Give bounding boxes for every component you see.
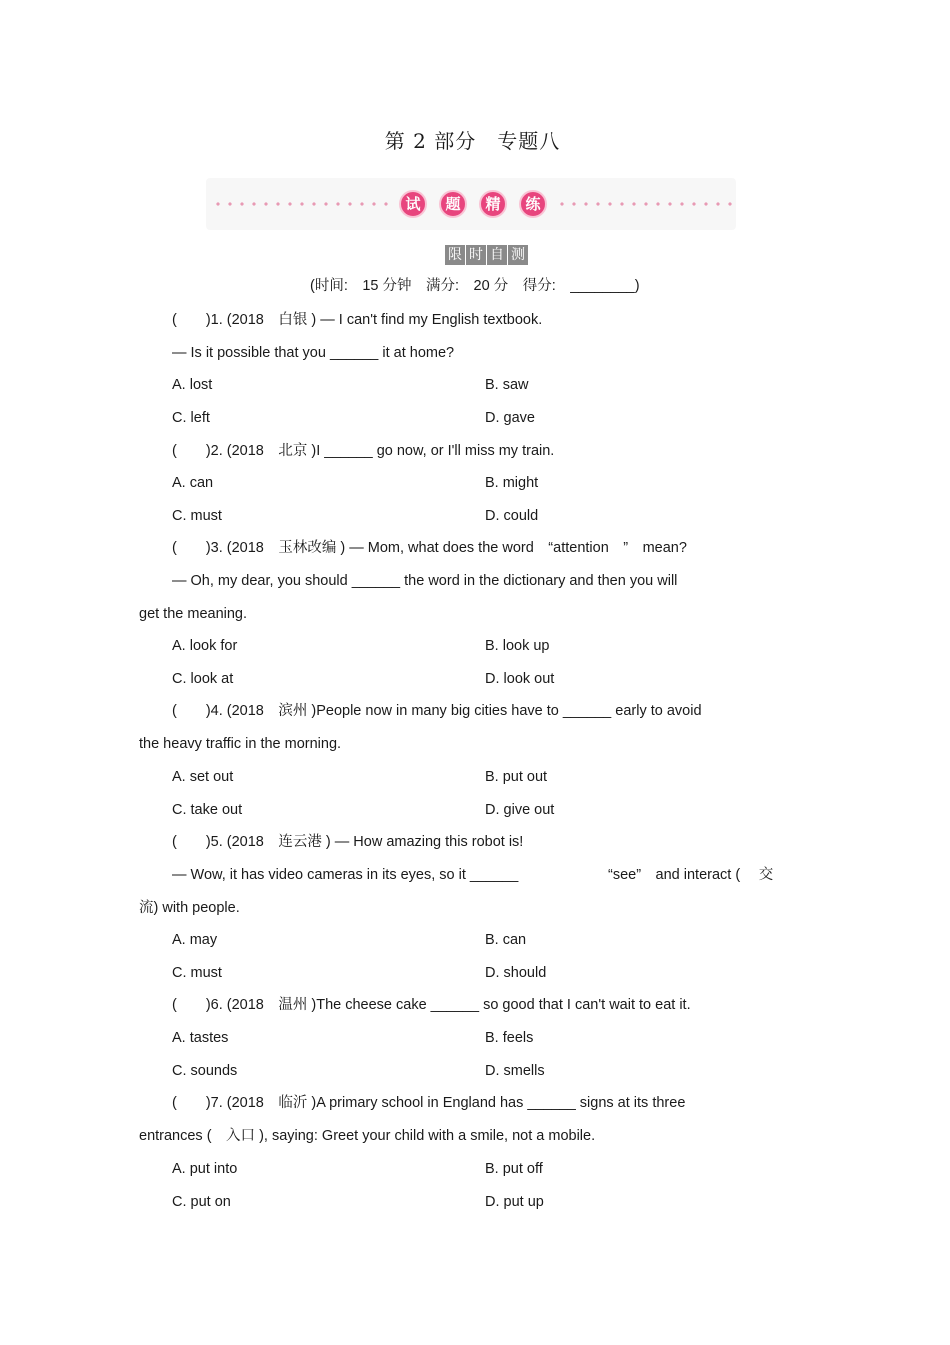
option-a: A. tastes	[172, 1030, 229, 1046]
option-c: C. take out	[172, 802, 243, 818]
question-5-line-2a: — Wow, it has video cameras in its eyes, so it ______	[172, 867, 519, 883]
question-1-line-2: — Is it possible that you ______ it at home?	[172, 345, 455, 361]
option-c: C. put on	[172, 1194, 231, 1210]
option-c: C. left	[172, 410, 210, 426]
option-c: C. must	[172, 508, 222, 524]
timed-char: 时	[466, 245, 486, 265]
question-6-stem: ( )6. (2018 温州 )The cheese cake ______ so good that I can't wait to eat it.	[172, 997, 691, 1013]
option-b: B. might	[485, 475, 539, 491]
question-7-stem: ( )7. (2018 临沂 )A primary school in England has ______ signs at its three	[172, 1095, 686, 1111]
option-b: B. put off	[485, 1161, 543, 1177]
question-5-line-3: 流) with people.	[139, 900, 240, 916]
option-d: D. put up	[485, 1194, 544, 1210]
question-2-stem: ( )2. (2018 北京 )I ______ go now, or I'll miss my train.	[172, 443, 555, 459]
option-d: D. should	[485, 965, 547, 981]
option-d: D. give out	[485, 802, 555, 818]
option-a: A. lost	[172, 377, 213, 393]
option-a: A. look for	[172, 638, 238, 654]
question-3-line-3: get the meaning.	[139, 606, 248, 622]
option-b: B. saw	[485, 377, 529, 393]
banner-badge: 精	[479, 190, 507, 218]
option-c: C. look at	[172, 671, 234, 687]
option-a: A. can	[172, 475, 214, 491]
option-b: B. feels	[485, 1030, 534, 1046]
dots-left-decoration	[212, 202, 392, 206]
timed-char: 限	[445, 245, 465, 265]
question-7-line-2: entrances ( 入口 ), saying: Greet your child with a smile, not a mobile.	[139, 1128, 596, 1144]
question-3-line-2: — Oh, my dear, you should ______ the word in the dictionary and then you will	[172, 573, 678, 589]
question-1-stem: ( )1. (2018 白银 ) — I can't find my English textbook.	[172, 312, 543, 328]
banner-badge: 试	[399, 190, 427, 218]
option-a: A. set out	[172, 769, 234, 785]
question-5-line-2b: “see” and interact ( 交	[608, 867, 774, 883]
timed-test-label	[445, 245, 528, 265]
test-info: (时间: 15 分钟 满分: 20 分 得分: ________)	[310, 278, 640, 294]
option-b: B. put out	[485, 769, 548, 785]
question-5-stem: ( )5. (2018 连云港 ) — How amazing this robot is!	[172, 834, 524, 850]
question-3-stem: ( )3. (2018 玉林改编 ) — Mom, what does the word “attention ” mean?	[172, 540, 687, 556]
banner-badge: 练	[519, 190, 547, 218]
timed-char: 自	[487, 245, 507, 265]
option-a: A. may	[172, 932, 218, 948]
option-d: D. look out	[485, 671, 555, 687]
option-d: D. could	[485, 508, 539, 524]
question-4-line-2: the heavy traffic in the morning.	[139, 736, 342, 752]
question-4-stem: ( )4. (2018 滨州 )People now in many big cities have to ______ early to avoid	[172, 703, 702, 719]
dots-right-decoration	[556, 202, 736, 206]
timed-char: 测	[508, 245, 528, 265]
option-c: C. must	[172, 965, 222, 981]
page-title: 第 2 部分 专题八	[384, 129, 561, 153]
banner-badge: 题	[439, 190, 467, 218]
option-b: B. can	[485, 932, 527, 948]
section-banner	[206, 178, 736, 230]
option-d: D. gave	[485, 410, 535, 426]
option-d: D. smells	[485, 1063, 545, 1079]
option-a: A. put into	[172, 1161, 238, 1177]
option-b: B. look up	[485, 638, 550, 654]
option-c: C. sounds	[172, 1063, 238, 1079]
